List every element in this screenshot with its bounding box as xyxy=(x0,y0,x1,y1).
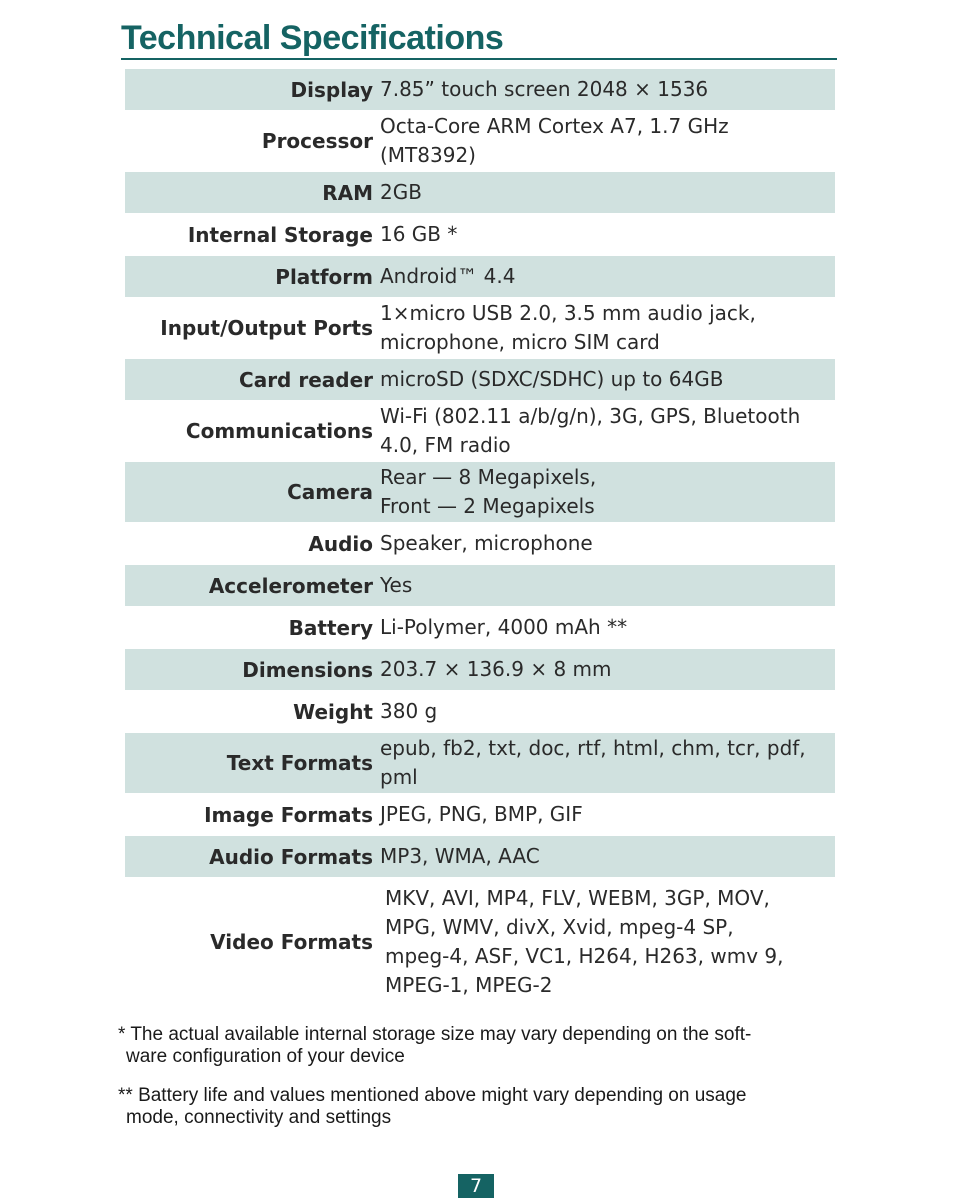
footnote-line: ** Battery life and values mentioned above might vary depending on usage xyxy=(118,1085,747,1106)
spec-value-line: 380 g xyxy=(380,699,438,723)
spec-value-line: mpeg-4, ASF, VC1, H264, H263, wmv 9, xyxy=(385,944,784,968)
spec-value xyxy=(380,262,835,291)
spec-label: Audio xyxy=(308,531,373,556)
spec-label: Card reader xyxy=(239,367,373,392)
spec-value xyxy=(380,365,835,394)
spec-value xyxy=(380,220,835,249)
spec-row-internal-storage xyxy=(125,214,835,255)
spec-row-ram xyxy=(125,172,835,213)
footnote-line: ware configuration of your device xyxy=(126,1046,405,1067)
spec-row-accelerometer xyxy=(125,565,835,606)
footnote-battery xyxy=(118,1085,838,1129)
spec-value xyxy=(380,800,835,829)
spec-value-line: Li-Polymer, 4000 mAh ** xyxy=(380,615,628,639)
spec-value xyxy=(380,178,835,207)
spec-value-line: Speaker, microphone xyxy=(380,531,593,555)
spec-value-line: MKV, AVI, MP4, FLV, WEBM, 3GP, MOV, xyxy=(385,886,770,910)
spec-value-line: Front — 2 Megapixels xyxy=(380,494,595,518)
spec-value-line: MPG, WMV, divX, Xvid, mpeg-4 SP, xyxy=(385,915,734,939)
spec-value-line: Octa-Core ARM Cortex A7, 1.7 GHz xyxy=(380,114,729,138)
spec-value-line: epub, fb2, txt, doc, rtf, html, chm, tcr, pdf, xyxy=(380,736,806,760)
spec-row-audio-formats xyxy=(125,836,835,877)
spec-value-line: Android™ 4.4 xyxy=(380,264,516,288)
spec-row-battery xyxy=(125,607,835,648)
spec-row-camera xyxy=(125,462,835,522)
spec-value-line: 4.0, FM radio xyxy=(380,433,511,457)
footnote-line: * The actual available internal storage size may vary depending on the soft- xyxy=(118,1024,752,1045)
spec-value xyxy=(380,842,835,871)
spec-row-video-formats xyxy=(125,878,835,1006)
spec-value xyxy=(380,884,835,1000)
spec-value xyxy=(380,655,835,684)
spec-value-line: 1×micro USB 2.0, 3.5 mm audio jack, xyxy=(380,301,756,325)
spec-row-platform xyxy=(125,256,835,297)
spec-value-line: MPEG-1, MPEG-2 xyxy=(385,973,553,997)
spec-row-dimensions xyxy=(125,649,835,690)
spec-value xyxy=(380,697,835,726)
spec-label: Battery xyxy=(288,615,373,640)
spec-label: Display xyxy=(290,77,373,102)
footnote-storage xyxy=(118,1024,838,1068)
spec-row-audio xyxy=(125,523,835,564)
spec-row-processor xyxy=(125,111,835,171)
spec-value-line: microphone, micro SIM card xyxy=(380,330,660,354)
spec-row-card-reader xyxy=(125,359,835,400)
spec-row-image-formats xyxy=(125,794,835,835)
spec-value-line: Wi-Fi (802.11 a/b/g/n), 3G, GPS, Bluetooth xyxy=(380,404,801,428)
spec-value xyxy=(380,734,835,792)
spec-label: Processor xyxy=(261,129,373,153)
spec-row-display xyxy=(125,69,835,110)
spec-table xyxy=(125,69,835,1006)
spec-row-weight xyxy=(125,691,835,732)
spec-value xyxy=(380,571,835,600)
spec-label: Image Formats xyxy=(204,802,373,827)
spec-label: Dimensions xyxy=(242,657,373,682)
spec-value xyxy=(380,613,835,642)
spec-label: Platform xyxy=(275,264,373,289)
spec-value xyxy=(380,402,835,460)
spec-value-line: 16 GB * xyxy=(380,222,458,246)
spec-label: Communications xyxy=(185,419,373,443)
footnote-line: mode, connectivity and settings xyxy=(126,1107,392,1128)
spec-value-line: MP3, WMA, AAC xyxy=(380,844,540,868)
spec-label: Internal Storage xyxy=(187,222,373,247)
spec-value-line: 203.7 × 136.9 × 8 mm xyxy=(380,657,612,681)
spec-value-line: microSD (SDXC/SDHC) up to 64GB xyxy=(380,367,724,391)
spec-value-line: JPEG, PNG, BMP, GIF xyxy=(380,802,583,826)
spec-value xyxy=(380,299,835,357)
spec-value-line: pml xyxy=(380,765,418,789)
spec-label: Accelerometer xyxy=(208,573,373,598)
spec-value-line: Rear — 8 Megapixels, xyxy=(380,465,597,489)
spec-label: Video Formats xyxy=(210,930,373,954)
spec-label: Input/Output Ports xyxy=(160,316,373,340)
spec-row-input-output-ports xyxy=(125,298,835,358)
spec-label: Text Formats xyxy=(226,751,373,775)
spec-label: RAM xyxy=(322,180,373,205)
spec-label: Camera xyxy=(287,480,373,504)
spec-value-line: (MT8392) xyxy=(380,143,476,167)
spec-value-line: 7.85” touch screen 2048 × 1536 xyxy=(380,77,709,101)
spec-value-line: Yes xyxy=(380,573,413,597)
spec-label: Weight xyxy=(293,699,373,724)
spec-value xyxy=(380,529,835,558)
spec-row-communications xyxy=(125,401,835,461)
spec-value-line: 2GB xyxy=(380,180,422,204)
spec-row-text-formats xyxy=(125,733,835,793)
page-title: Technical Specifications xyxy=(121,18,837,60)
spec-value xyxy=(380,463,835,521)
page-number: 7 xyxy=(458,1174,494,1198)
spec-value xyxy=(380,112,835,170)
spec-value xyxy=(380,75,835,104)
spec-label: Audio Formats xyxy=(209,844,373,869)
